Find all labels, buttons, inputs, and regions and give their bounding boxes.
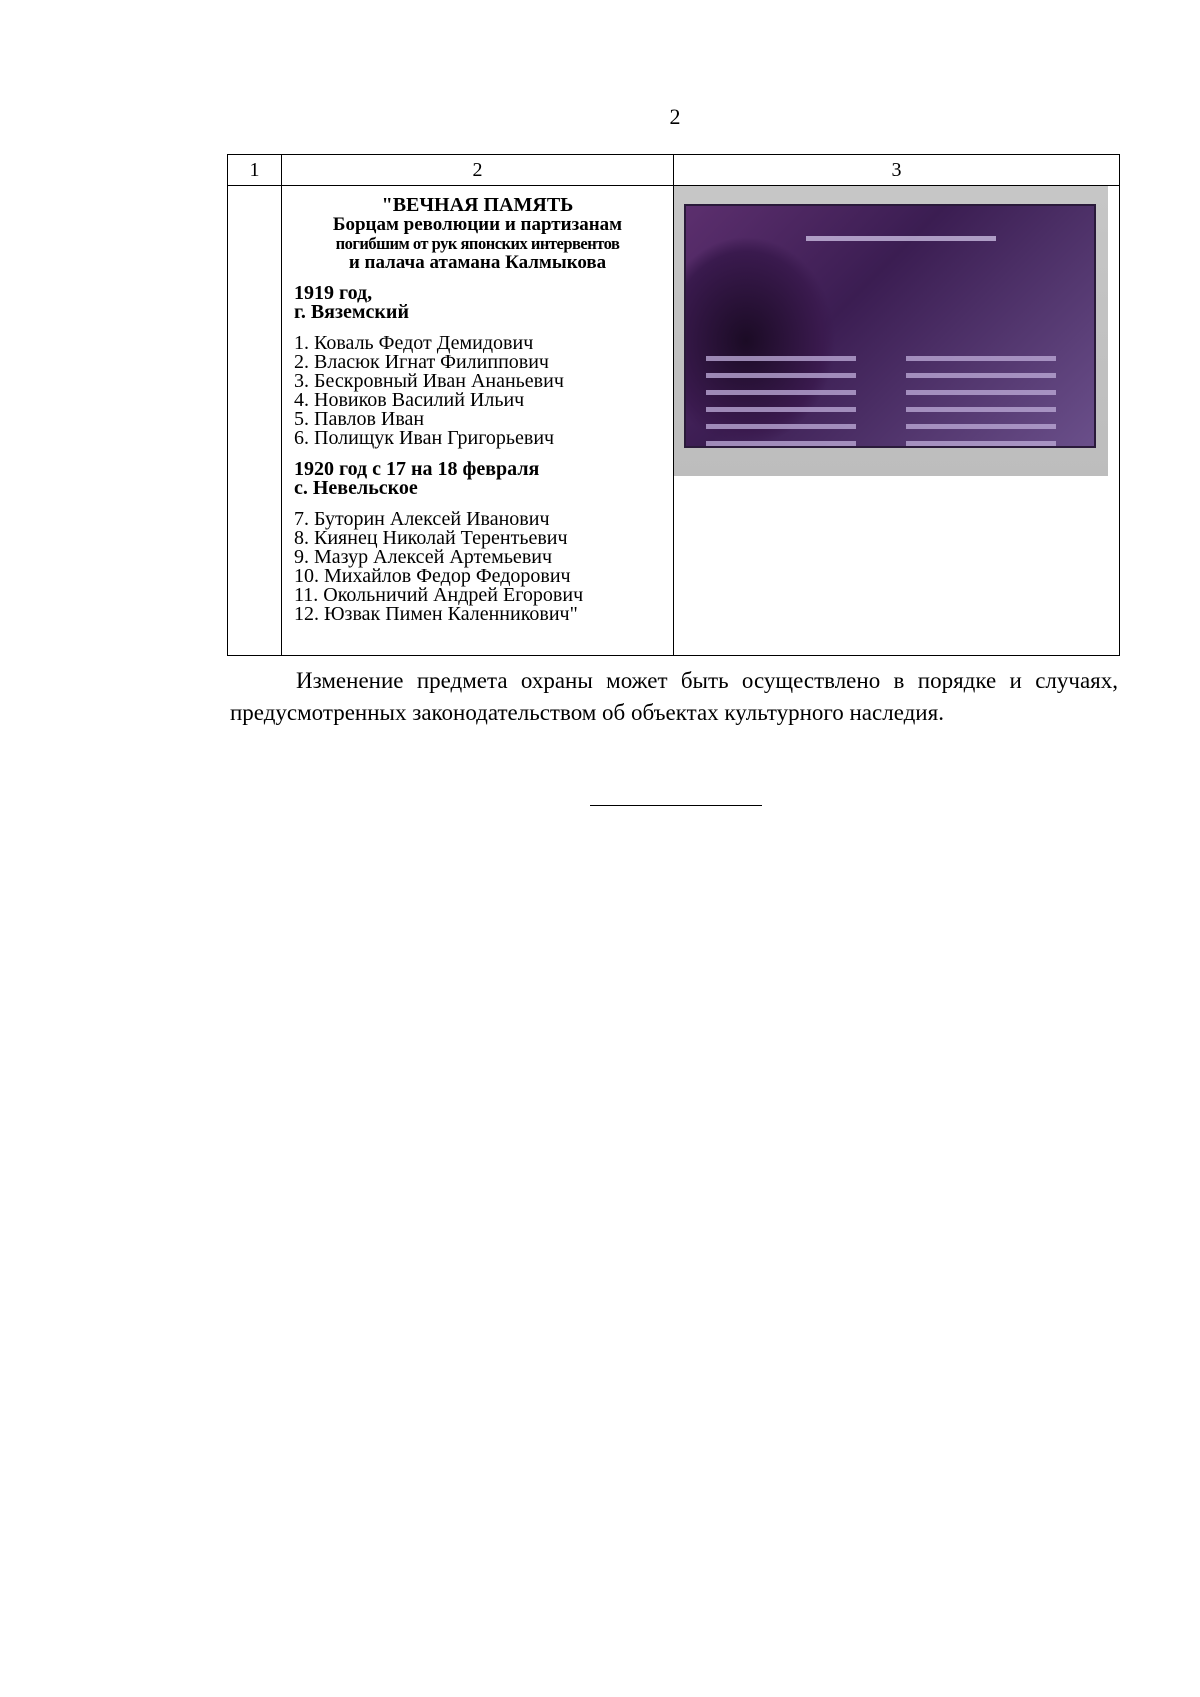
list-item: 4. Новиков Василий Ильич bbox=[294, 389, 525, 411]
column-header-3: 3 bbox=[674, 155, 1120, 186]
inscription-line-3: погибшим от рук японских интервентов bbox=[335, 234, 620, 253]
list-item: 12. Юзвак Пимен Каленникович" bbox=[294, 603, 578, 625]
empty-cell bbox=[228, 186, 282, 656]
plaque-right-text-block bbox=[906, 356, 1056, 458]
section-2-heading bbox=[294, 460, 661, 498]
closing-paragraph: Изменение предмета охраны может быть осуществлено в порядке и случаях, предусмотренных законодательством об объектах культурного наследия. bbox=[230, 668, 1118, 725]
list-item: 1. Коваль Федот Демидович bbox=[294, 332, 534, 354]
list-item: 5. Павлов Иван bbox=[294, 408, 425, 430]
table-header-row bbox=[228, 155, 1120, 186]
list-item: 6. Полищук Иван Григорьевич bbox=[294, 427, 555, 449]
list-item: 11. Окольничий Андрей Егорович bbox=[294, 584, 584, 606]
inscription-title: "ВЕЧНАЯ ПАМЯТЬ bbox=[381, 194, 574, 216]
inscription-line-2: Борцам революции и партизанам bbox=[332, 214, 623, 235]
plaque-header-text-block bbox=[806, 236, 996, 241]
list-item: 2. Власюк Игнат Филиппович bbox=[294, 351, 549, 373]
section-2-place: с. Невельское bbox=[294, 477, 418, 499]
table-row bbox=[228, 186, 1120, 656]
list-item: 3. Бескровный Иван Ананьевич bbox=[294, 370, 564, 392]
end-rule bbox=[590, 805, 762, 806]
list-item: 7. Буторин Алексей Иванович bbox=[294, 508, 550, 530]
inscription-line-4: и палача атамана Калмыкова bbox=[348, 252, 607, 273]
protection-table bbox=[227, 154, 1120, 656]
memorial-plaque bbox=[684, 204, 1096, 448]
list-item: 8. Киянец Николай Терентьевич bbox=[294, 527, 568, 549]
section-1-heading bbox=[294, 284, 661, 322]
photo-cell bbox=[674, 186, 1120, 656]
inscription-cell bbox=[282, 186, 674, 656]
section-2-names bbox=[294, 510, 661, 624]
section-1-names bbox=[294, 334, 661, 448]
memorial-plaque-photo bbox=[674, 186, 1108, 476]
section-1-place: г. Вяземский bbox=[294, 301, 409, 323]
page-number: 2 bbox=[669, 104, 681, 129]
section-2-date: 1920 год с 17 на 18 февраля bbox=[294, 458, 540, 480]
list-item: 10. Михайлов Федор Федорович bbox=[294, 565, 571, 587]
column-header-2: 2 bbox=[282, 155, 674, 186]
plaque-left-text-block bbox=[706, 356, 856, 458]
column-header-1: 1 bbox=[228, 155, 282, 186]
list-item: 9. Мазур Алексей Артемьевич bbox=[294, 546, 553, 568]
section-1-year: 1919 год, bbox=[294, 282, 373, 304]
